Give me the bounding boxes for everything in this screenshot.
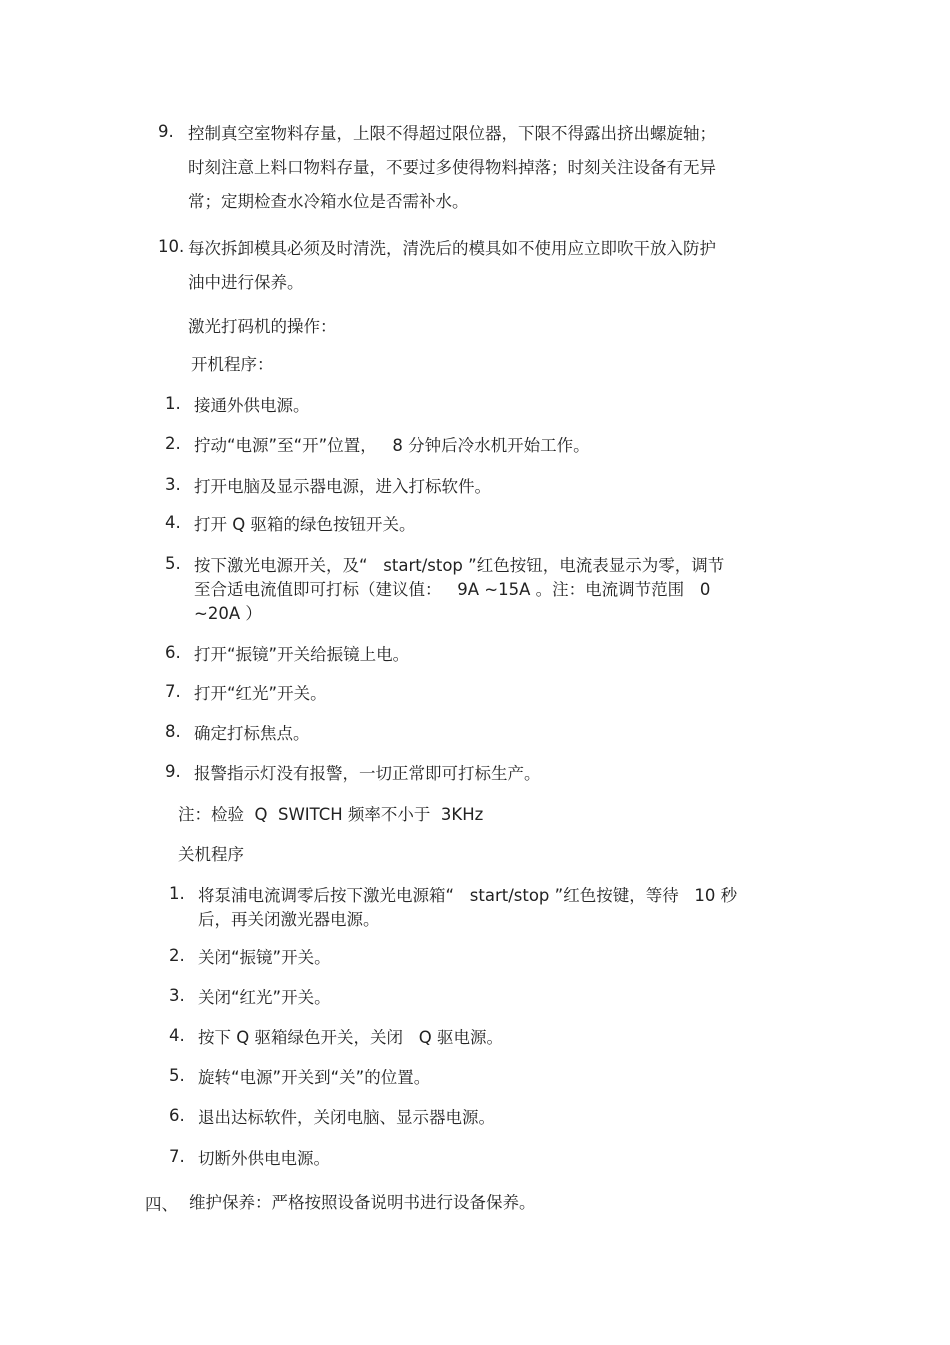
step-number: 7. [165,682,181,701]
startup-step [165,394,310,418]
startup-step [165,434,590,458]
list-line: 每次拆卸模具必须及时清洗，清洗后的模具如不使用应立即吹干放入防护 [188,239,716,258]
step-number: 1. [165,394,181,413]
step-line: 报警指示灯没有报警，一切正常即可打标生产。 [194,764,541,783]
startup-step [165,682,327,706]
step-line: 按下 Q 驱箱绿色开关，关闭 Q 驱电源。 [198,1028,503,1047]
laser-heading: 激光打码机的操作： [188,317,337,336]
step-line: 将泵浦电流调零后按下激光电源箱“ start/stop ”红色按键，等待 10 秒 [198,886,738,905]
startup-step [165,722,310,746]
shutdown-step [169,1147,330,1171]
step-number: 1. [169,884,185,903]
step-line: 后，再关闭激光器电源。 [198,910,380,929]
startup-step [165,554,724,626]
step-line: 至合适电流值即可打标（建议值： 9A ~15A 。注：电流调节范围 0 [194,580,711,599]
step-number: 2. [169,946,185,965]
step-line: 接通外供电源。 [194,396,310,415]
step-line: 拧动“电源”至“开”位置， 8 分钟后冷水机开始工作。 [194,436,590,455]
step-number: 4. [169,1026,185,1045]
step-line: 关闭“红光”开关。 [198,988,331,1007]
shutdown-heading: 关机程序 [178,845,244,864]
step-line: 打开“振镜”开关给振镜上电。 [194,645,410,664]
section-four [145,1191,536,1215]
shutdown-step [169,884,737,932]
step-number: 3. [165,475,181,494]
list-item [158,237,716,295]
shutdown-step [169,1066,430,1090]
step-number: 9. [165,762,181,781]
list-line: 时刻注意上料口物料存量，不要过多使得物料掉落；时刻关注设备有无异 [188,158,716,177]
list-number: 9. [158,122,174,141]
list-line: 控制真空室物料存量，上限不得超过限位器，下限不得露出挤出螺旋轴； [188,124,716,143]
step-line: 确定打标焦点。 [194,724,310,743]
list-line: 油中进行保养。 [188,273,304,292]
shutdown-step [169,1106,495,1130]
startup-heading: 开机程序： [191,355,274,374]
shutdown-step [169,946,331,970]
step-line: 打开电脑及显示器电源，进入打标软件。 [194,477,491,496]
note: 注：检验 Q SWITCH 频率不小于 3KHz [178,805,484,824]
shutdown-step [169,986,331,1010]
step-line: 打开“红光”开关。 [194,684,327,703]
step-number: 8. [165,722,181,741]
startup-step [165,513,415,537]
list-item [158,122,716,214]
startup-step [165,475,491,499]
step-line: 打开 Q 驱箱的绿色按钮开关。 [194,515,416,534]
step-number: 5. [169,1066,185,1085]
step-number: 5. [165,554,181,573]
startup-step [165,643,409,667]
step-line: 退出达标软件，关闭电脑、显示器电源。 [198,1108,495,1127]
step-number: 2. [165,434,181,453]
step-number: 6. [169,1106,185,1125]
step-number: 4. [165,513,181,532]
step-number: 6. [165,643,181,662]
step-line: 旋转“电源”开关到“关”的位置。 [198,1068,431,1087]
step-number: 3. [169,986,185,1005]
step-line: 按下激光电源开关，及“ start/stop ”红色按钮，电流表显示为零，调节 [194,556,725,575]
section-text: 维护保养：严格按照设备说明书进行设备保养。 [189,1193,536,1212]
list-number: 10. [158,237,185,256]
startup-step [165,762,541,786]
shutdown-step [169,1026,503,1050]
step-line: 关闭“振镜”开关。 [198,948,331,967]
step-line: 切断外供电电源。 [198,1149,330,1168]
step-line: ~20A ） [194,604,262,623]
section-number: 四、 [145,1195,178,1214]
list-line: 常；定期检查水冷箱水位是否需补水。 [188,192,469,211]
step-number: 7. [169,1147,185,1166]
